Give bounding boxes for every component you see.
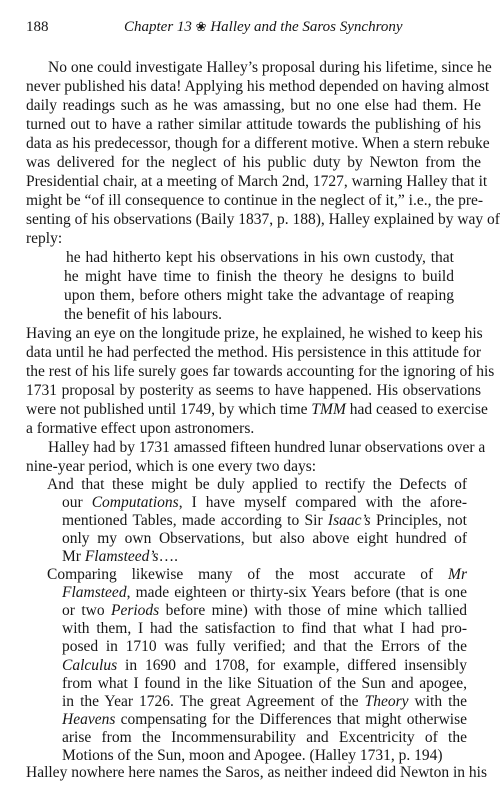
quote-line: And that these might be duly applied to rectify the Defects of [47,476,467,493]
text-line: data until he had perfected the method. His persistence in this attitude for [26,344,481,361]
quote-line: Motions of the Sun, moon and Apogee. (Halley 1731, p. 194) [62,747,443,764]
text-line: was delivered for the neglect of his public duty by Newton from the [26,154,481,171]
text-line: senting of his observations (Baily 1837, p. 188), Halley explained by way of [26,211,500,228]
quote-line: Mr Flamsteed’s…. [62,548,178,565]
text-line: never published his data! Applying his method depended on having almost [26,78,490,95]
text-line: Halley nowhere here names the Saros, as neither indeed did Newton in his [26,764,487,781]
quote-line: the benefit of his labours. [64,306,222,323]
text-line: reply: [26,230,63,247]
text-line: data as his predecessor, though for a different motive. When a stern rebuke [26,135,490,152]
text-line: daily readings such as he was amassing, but no one else had them. He [26,97,481,114]
text-line: the rest of his life surely goes far towards accounting for the ignoring of his [26,363,495,380]
text-line: turned out to have a rather similar attitude towards the publishing of his [26,116,481,133]
text-line: Presidential chair, at a meeting of March 2nd, 1727, warning Halley that it [26,173,488,190]
quote-line: Heavens compensating for the Differences that might otherwise [62,711,467,728]
running-title [124,16,403,38]
quote-line: mentioned Tables, made according to Sir Isaac’s Principles, not [62,512,467,529]
running-header [26,16,482,38]
quote-line: Calculus in 1690 and 1708, for example, differed insensibly [62,657,467,674]
quote-line: with them, I had the satisfaction to find that what I had pro- [62,620,467,637]
quote-line: our Computations, I have myself compared with the afore- [62,494,467,511]
quote-line: he might have time to finish the theory he designs to build [64,268,454,285]
chapter-label: Chapter 13 [124,19,192,35]
text-line: 1731 proposal by posterity as seems to have happened. His observations [26,382,481,399]
quote-line: only my own Observations, but also above eight hundred of [62,530,467,547]
quote-line: in the Year 1726. The great Agreement of the Theory with the [62,693,468,710]
text-line: Having an eye on the longitude prize, he explained, he wished to keep his [26,325,483,342]
quote-line: Comparing likewise many of the most accurate of Mr [47,566,467,583]
text-line: were not published until 1749, by which time TMM had ceased to exercise [26,401,488,418]
text-line: might be “of ill consequence to continue in the neglect of it,” i.e., the pre- [26,192,484,209]
quote-line: upon them, before others might take the advantage of reaping [64,287,454,304]
quote-line: arise from the Incommensurability and Excentricity of the [62,729,467,746]
chapter-title: Halley and the Saros Synchrony [210,19,403,35]
text-line: Halley had by 1731 amassed fifteen hundred lunar observations over a [48,439,486,456]
text-line: nine-year period, which is one every two days: [26,458,317,475]
quote-line: he had hitherto kept his observations in his own custody, that [66,249,454,266]
page-number: 188 [26,19,49,35]
quote-line: from what I found in the like Situation of the Sun and apogee, [62,675,467,692]
quote-line: or two Periods before mine) with those of mine which tallied [62,602,467,619]
text-line: No one could investigate Halley’s proposal during his lifetime, since he [48,59,492,76]
quote-line: posed in 1710 was fully verified; and that the Errors of the [62,638,467,655]
ornament-icon: ❀ [195,19,207,34]
quote-line: Flamsteed, made eighteen or thirty-six Years before (that is one [62,584,467,601]
text-line: a formative effect upon astronomers. [26,420,255,437]
